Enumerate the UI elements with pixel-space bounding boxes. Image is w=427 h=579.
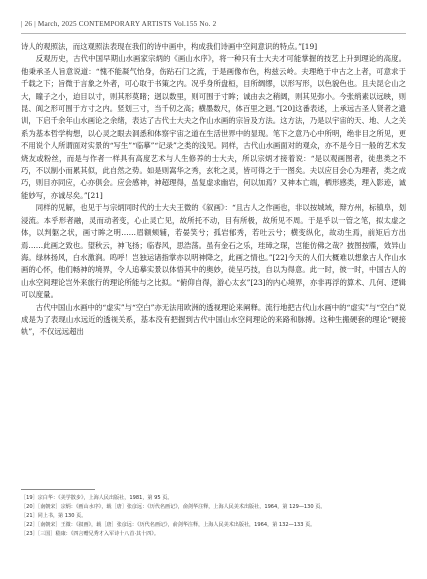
footnote-rule bbox=[21, 489, 95, 490]
footnotes bbox=[21, 494, 406, 539]
running-header: | 26 | March, 2025 CONTEMPORARY ARTISTS Vol.155 No. 2 bbox=[21, 20, 217, 28]
body-paragraph-3: 同样的见解，也见于与宗炳同时代的士大夫王微的《叙画》：“且古人之作画也，非以按城域，辩方州，标镇阜，划浸流。本乎形者融，灵而动者变，心止灵亡见，故所托不动，目有所极，故所见不周。于是乎以一管之笔，拟太虚之体，以判躯之状，画寸眸之明……眉额颊辅，若晏笑兮；孤岩郁秀，若吐云兮；横变纵化，故动生焉，前矩后方出焉……此画之致也。望秋云，神飞扬；临春风，思浩荡。虽有金石之乐，珪璋之琛，岂能仿佛之哉？披图按牒，效异山海。绿林扬风，白水激涧。呜呼！岂独运诸指掌亦以明神降之，此画之情也。”[22]今天的人们大概难以想象古人作山水画的心怀，他们畅神的境界，令人追摹实景以体悟其中的奥妙，徒呈巧技，自以为得意。此一时，彼一时，中国古人的山水空间理论岂外来旅行的理论所能与之比拟。“俯仰自得，游心太玄”[23]的内心境界，亦非再浮的算术、几何、逻辑可以度量。 bbox=[21, 203, 406, 300]
header-rule bbox=[21, 33, 406, 34]
footnote-22: ［22］［南朝宋］王微：《叙画》，载［唐］张彦远：《历代名画记》，俞剑华注释，上海人民美术出版社，1964，第 132—133 页。 bbox=[21, 521, 316, 528]
footnote-23: ［23］［三国］嵇康：《四言赠兄秀才入军诗十八首·其十四》。 bbox=[21, 530, 159, 537]
footnote-19: ［19］宗白华：《美学散步》，上海人民出版社，1981，第 95 页。 bbox=[21, 495, 173, 501]
body-paragraph-1: 诗人的观照法，而这观照法表现在我们的诗中画中，构成我们诗画中空间意识的特点。”[19] bbox=[21, 42, 318, 51]
footnote-20: ［20］［南朝宋］宗炳：《画山水序》，载［唐］张彦远：《历代名画记》，俞剑华注释，上海人民美术出版社，1964，第 129—130 页。 bbox=[21, 503, 326, 510]
article-body bbox=[21, 41, 406, 339]
body-paragraph-2: 反观历史，古代中国早期山水画家宗炳的《画山水序》，将一种只有士大夫才可能掌握的技艺上升到理论的高度。他秉承圣人旨意说道：“愧不能凝气怡身，伤跕石门之流，于是画像布色，构兹云岭。夫理绝于中古之上者，可意求于千载之下；旨微于言象之外者，可心取于书策之内。况乎身所盘桓，目所绸缪，以形写形，以色貌色也。且夫昆仑山之大，瞳子之小，迫目以寸，则其形莫睹；迥以数里，则可围于寸眸；诚由去之稍阔，则其见弥小。今张绡素以远映，则昆、阆之形可围于方寸之内。竖划三寸，当千仞之高；横墨数尺，体百里之迥。”[20]这番表述，上承远古圣人贤者之遗训，下启千余年山水画论之余绪，表达了古代士大夫之作山水画的宗旨及方法。这方法，乃是以宇宙的天、地、人之关系为基本哲学构想，以心灵之眼去洞悉和体察宇宙之道在生活世界中的显现。笔下之意乃心中所明，绝非目之所见，更不用说个人所谓面对实景的“写生”“临摹”“记录”之类的浅见。同样，古代山水画面对的观众，亦不是今日一般的艺术发烧友或粉丝，而是与作者一样具有高度艺术与人生修养的士大夫，所以宗炳才接着说：“是以观画图者，徒患类之不巧，不以制小而累其似，此自然之势。如是则嵩华之秀，玄牝之灵，皆可得之于一图矣。夫以应目会心为理者，类之成巧，则目亦同应，心亦俱会。应会感神，神超理得，虽复虚求幽岩，何以加焉？又神本亡端，栖形感类，理入影迹，诚能妙写，亦诚尽矣。”[21] bbox=[21, 54, 406, 200]
body-paragraph-4: 古代中国山水画中的“虚实”与“空白”亦无法用欧洲的透视理论来阐释。流行地把古代山水画中的“虚实”与“空白”说成是为了表现山水远近的透视关系，基本没有把握到古代中国山水空间理论的来路和脉搏。这种生搬硬套的理论“硬接轨”，不仅远远超出 bbox=[21, 302, 406, 337]
footnote-21: ［21］同上书，第 130 页。 bbox=[21, 512, 87, 519]
